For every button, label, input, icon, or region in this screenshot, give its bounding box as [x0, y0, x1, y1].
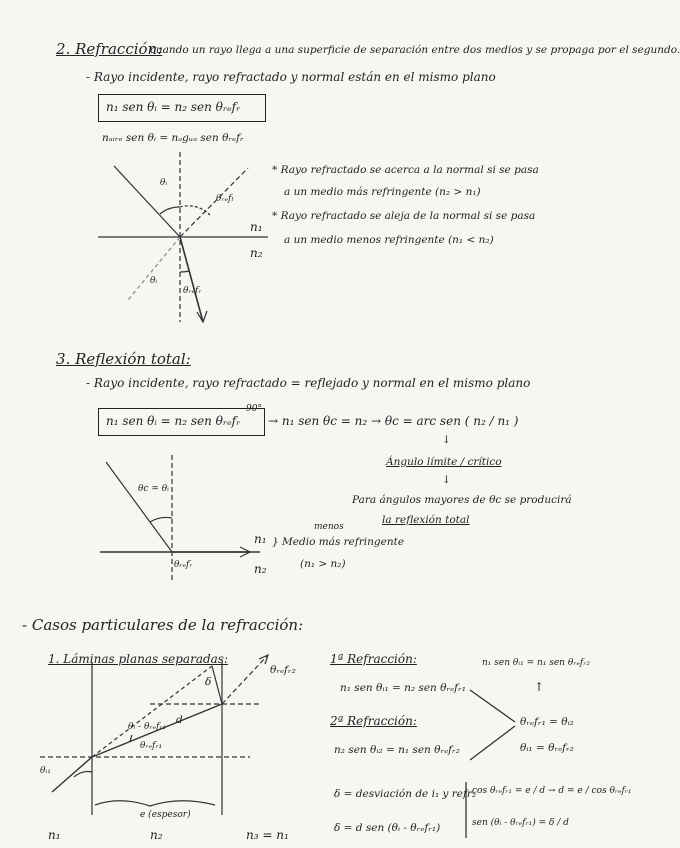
note-1-line-2: a un medio más refringente (n₂ > n₁) [284, 186, 481, 198]
critical-angle-formula: → n₁ sen θc = n₂ → θc = arc sen ( n₂ / n₁ ) [268, 414, 519, 428]
degree-label: 90° [246, 404, 262, 414]
arrow-down-1: ↓ [442, 434, 451, 446]
theta-refr-label: θᵣₑfᵣ [183, 286, 202, 296]
theta-refr1-label: θᵣₑfᵣ₁ [140, 741, 163, 751]
second-refraction-eq: n₂ sen θᵢ₂ = n₁ sen θᵣₑfᵣ₂ [334, 744, 460, 756]
section-3-heading: 3. Reflexión total: [56, 350, 191, 368]
second-refraction-heading: 2ª Refracción: [330, 714, 417, 728]
refraction-law: n₁ sen θᵢ = n₂ sen θᵣₑfᵣ [106, 100, 241, 114]
note-2-line-1: * Rayo refractado se aleja de la normal si se pasa [272, 210, 536, 222]
conclusion-line-1: Para ángulos mayores de θc se producirá [352, 494, 572, 506]
theta-c-label: θc = θᵢ [138, 484, 169, 494]
delta-label: δ [205, 676, 212, 688]
sen-equation: sen (θᵢ - θᵣₑfᵣ₁) = δ / d [472, 818, 569, 828]
delta-definition: δ = desviación de i₁ y refr₂ [334, 788, 477, 800]
section-4-heading: - Casos particulares de la refracción: [22, 616, 304, 634]
combined-eq: n₁ sen θᵢ₁ = n₁ sen θᵣₑfᵣ₂ [482, 658, 590, 668]
conclusion-line-2: la reflexión total [382, 514, 470, 526]
refraction-example: nₐᵢᵣₑ sen θᵢ = nₐgᵤₐ sen θᵣₑfᵣ [102, 132, 244, 144]
theta-diff-label: θᵢ - θᵣₑfᵣ₁ [128, 722, 167, 732]
d-label: d [176, 714, 183, 726]
result-1: θᵣₑfᵣ₁ = θᵢ₂ [520, 716, 574, 728]
n1-label: n₁ [250, 220, 263, 234]
n3-slab-label: n₃ = n₁ [246, 828, 289, 842]
theta-refr2-label: θᵣₑfᵣ₂ [270, 664, 296, 676]
critical-angle-label: Ángulo límite / crítico [386, 456, 502, 468]
n2-slab-label: n₂ [150, 828, 163, 842]
medium-label: } Medio más refringente [272, 536, 405, 548]
theta-i-label: θᵢ [160, 178, 168, 188]
first-refraction-eq: n₁ sen θᵢ₁ = n₂ sen θᵣₑfᵣ₁ [340, 682, 466, 694]
section-2-intro: cuando un rayo llega a una superficie de separación entre dos medios y se propaga por el segundo. [150, 44, 680, 56]
section-4-subheading: 1. Láminas planas separadas: [48, 652, 229, 666]
theta-refl-label: θᵣₑfₗ [216, 194, 234, 204]
cos-equation: cos θᵣₑfᵣ₁ = e / d → d = e / cos θᵣₑfᵣ₁ [472, 786, 632, 796]
section-2-bullet: - Rayo incidente, rayo refractado y normal están en el mismo plano [86, 70, 496, 84]
note-1-line-1: * Rayo refractado se acerca a la normal si se pasa [272, 164, 539, 176]
theta-i1-label: θᵢ₁ [40, 766, 51, 776]
n1-slab-label: n₁ [48, 828, 61, 842]
result-2: θᵢ₁ = θᵣₑfᵣ₂ [520, 742, 574, 754]
up-arrow: ↑ [534, 680, 545, 694]
section-2-heading: 2. Refracción: [56, 40, 163, 58]
medium-condition: (n₁ > n₂) [300, 558, 346, 570]
n2-label: n₂ [250, 246, 263, 260]
medium-extra-label: menos [314, 522, 344, 532]
thickness-label: e (espesor) [140, 810, 191, 820]
arrow-down-2: ↓ [442, 474, 451, 486]
theta-i2-label: θᵢ [150, 276, 158, 286]
first-refraction-heading: 1ª Refracción: [330, 652, 417, 666]
delta-equation: δ = d sen (θᵢ - θᵣₑfᵣ₁) [334, 822, 441, 834]
n1-total-label: n₁ [254, 532, 267, 546]
section-3-bullet: - Rayo incidente, rayo refractado = reflejado y normal en el mismo plano [86, 376, 531, 390]
note-2-line-2: a un medio menos refringente (n₁ < n₂) [284, 234, 494, 246]
n2-total-label: n₂ [254, 562, 267, 576]
theta-refr-total-label: θᵣₑfᵣ [174, 560, 193, 570]
total-reflection-law: n₁ sen θᵢ = n₂ sen θᵣₑfᵣ [106, 414, 241, 428]
